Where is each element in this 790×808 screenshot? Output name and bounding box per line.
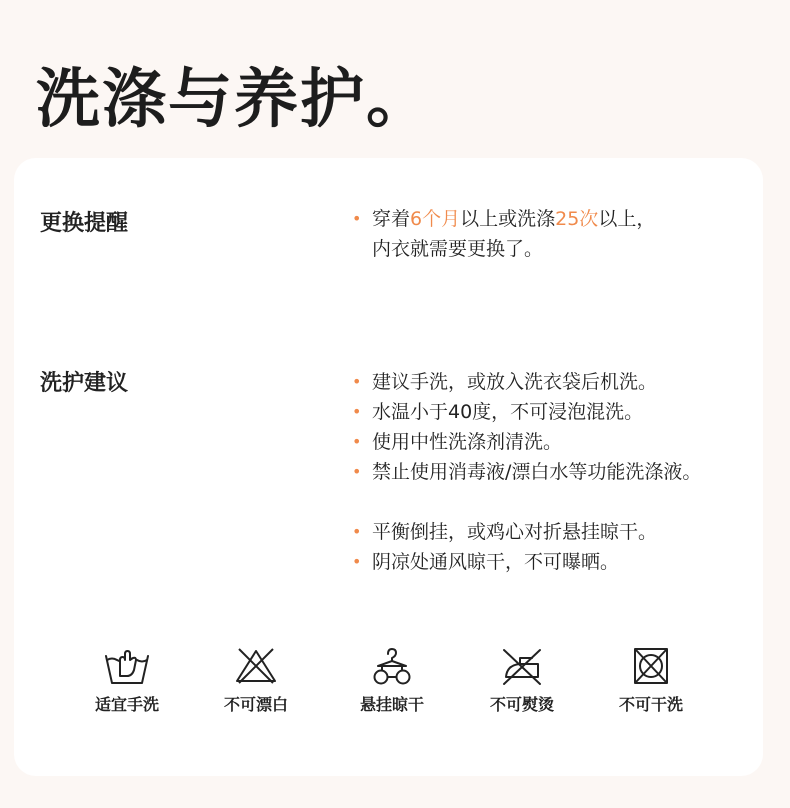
replace-reminder-item: • 穿着6个月以上或洗涤25次以上， 内衣就需要更换了。 bbox=[350, 204, 655, 264]
care-symbol-hand-wash bbox=[72, 646, 182, 715]
drying-advice-list bbox=[350, 517, 657, 577]
hand-wash-icon bbox=[103, 646, 151, 686]
bullet-dot: • bbox=[352, 432, 362, 451]
care-symbols-row bbox=[14, 646, 763, 726]
bullet-dot: • bbox=[352, 552, 362, 571]
drying-advice-item: • 平衡倒挂，或鸡心对折悬挂晾干。 bbox=[350, 517, 657, 547]
care-advice-item: • 建议手洗，或放入洗衣袋后机洗。 bbox=[350, 367, 701, 397]
drying-advice-item: • 阴凉处通风晾干，不可曝晒。 bbox=[350, 547, 657, 577]
bullet-dot: • bbox=[352, 209, 362, 228]
replace-reminder-label: 更换提醒 bbox=[40, 211, 129, 236]
no-bleach-label: 不可漂白 bbox=[223, 695, 288, 714]
care-advice-item: • 禁止使用消毒液/漂白水等功能洗涤液。 bbox=[350, 457, 701, 487]
highlight-washes: 25次 bbox=[555, 208, 599, 230]
bullet-dot: • bbox=[352, 522, 362, 541]
highlight-months: 6个月 bbox=[410, 208, 461, 230]
care-symbol-no-dry-clean bbox=[596, 646, 706, 715]
care-symbol-hang-dry bbox=[337, 646, 447, 715]
page-title: 洗涤与养护。 bbox=[36, 63, 432, 137]
hang-dry-icon bbox=[368, 646, 416, 686]
care-advice-label: 洗护建议 bbox=[40, 371, 129, 396]
no-dry-clean-icon bbox=[627, 646, 675, 686]
care-card bbox=[14, 158, 763, 776]
hang-dry-label: 悬挂晾干 bbox=[359, 695, 424, 714]
no-iron-label: 不可熨烫 bbox=[489, 695, 554, 714]
no-dry-clean-label: 不可干洗 bbox=[618, 695, 683, 714]
no-iron-icon bbox=[498, 646, 546, 686]
bullet-dot: • bbox=[352, 372, 362, 391]
replace-reminder-list bbox=[350, 204, 655, 264]
hand-wash-label: 适宜手洗 bbox=[94, 695, 159, 714]
no-bleach-icon bbox=[232, 646, 280, 686]
bullet-dot: • bbox=[352, 402, 362, 421]
care-symbol-no-iron bbox=[467, 646, 577, 715]
bullet-dot: • bbox=[352, 462, 362, 481]
care-symbol-no-bleach bbox=[201, 646, 311, 715]
care-advice-item: • 水温小于40度，不可浸泡混洗。 bbox=[350, 397, 701, 427]
care-advice-item: • 使用中性洗涤剂清洗。 bbox=[350, 427, 701, 457]
care-advice-list bbox=[350, 367, 701, 487]
